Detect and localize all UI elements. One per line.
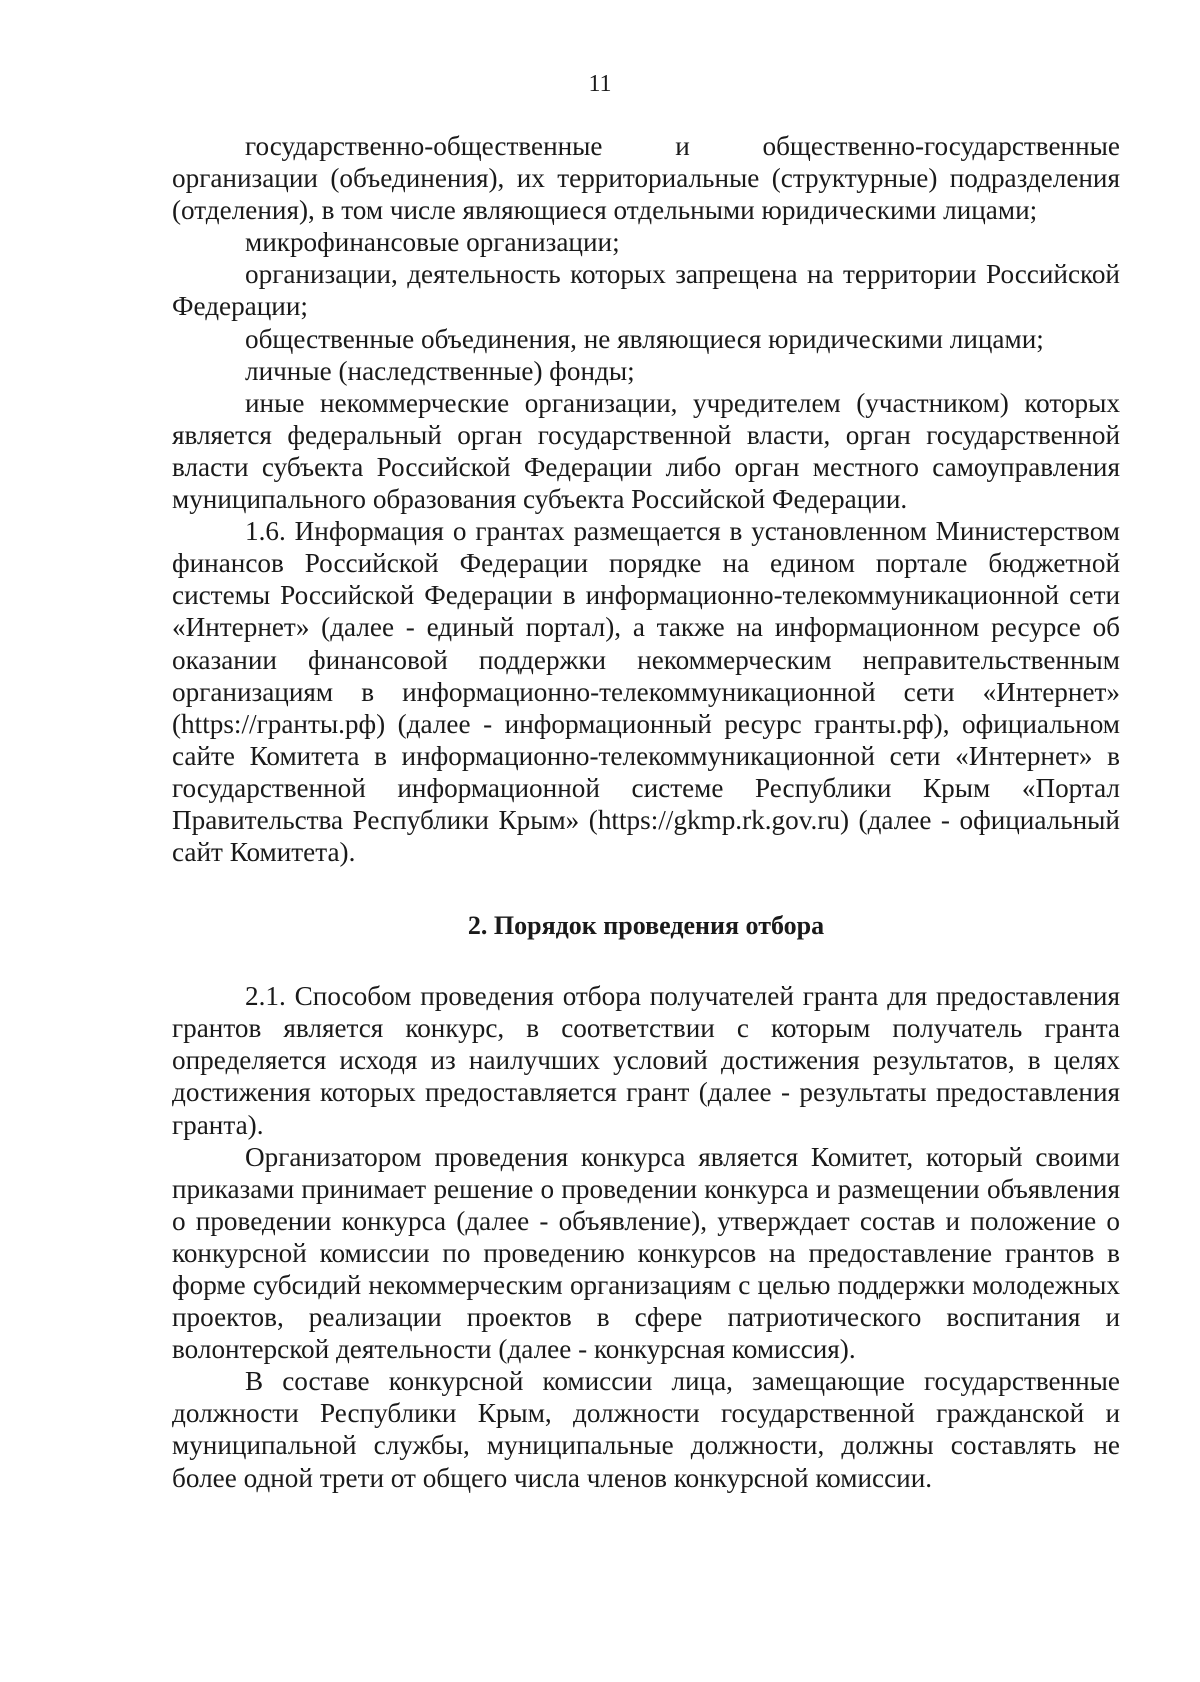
paragraph-1-6-grant-information: 1.6. Информация о грантах размещается в установленном Министерством финансов Российской Федерации порядке на едином портале бюджетной системы Российской Федерации в информационно-телекоммуникационной сети «Интернет» (далее - единый портал), а также на информационном ресурсе об оказании финансовой поддержки некоммерческим неправительственным организациям в информационно-телекоммуникационной сети «Интернет» (https://гранты.рф) (далее - информационный ресурс гранты.рф), официальном сайте Комитета в информационно-телекоммуникационной сети «Интернет» в государственной информационной системе Республики Крым «Портал Правительства Республики Крым» (https://gkmp.rk.gov.ru) (далее - официальный сайт Комитета). bbox=[172, 516, 1120, 868]
paragraph-microfinance: микрофинансовые организации; bbox=[245, 227, 620, 258]
paragraph-prohibited-organizations: организации, деятельность которых запрещена на территории Российской Федерации; bbox=[172, 259, 1120, 322]
paragraph-organizer: Организатором проведения конкурса является Комитет, который своими приказами принимает решение о проведении конкурса и размещении объявления о проведении конкурса (далее - объявление), утверждает состав и положение о конкурсной комиссии по проведению конкурсов на предоставление грантов в форме субсидий некоммерческим организациям с целью поддержки молодежных проектов, реализации проектов в сфере патриотического воспитания и волонтерской деятельности (далее - конкурсная комиссия). bbox=[172, 1141, 1120, 1365]
paragraph-commission-composition: В составе конкурсной комиссии лица, замещающие государственные должности Республики Крым, должности государственной гражданской и муниципальной службы, муниципальные должности, должны составлять не более одной трети от общего числа членов конкурсной комиссии. bbox=[172, 1366, 1120, 1493]
page-number: 11 bbox=[588, 71, 612, 97]
paragraph-2-1-selection-method: 2.1. Способом проведения отбора получателей гранта для предоставления грантов является конкурс, в соответствии с которым получатель гранта определяется исходя из наилучших условий достижения результатов, в целях достижения которых предоставляется грант (далее - результаты предоставления гранта). bbox=[172, 981, 1120, 1140]
paragraph-public-associations: общественные объединения, не являющиеся юридическими лицами; bbox=[245, 323, 1044, 354]
paragraph-public-state-organizations: государственно-общественные и общественно-государственные организации (объединения), их территориальные (структурные) подразделения (отделения), в том числе являющиеся отдельными юридическими лицами; bbox=[172, 131, 1120, 226]
document-body bbox=[172, 130, 1120, 1494]
paragraph-other-nonprofits: иные некоммерческие организации, учредителем (участником) которых является федеральный орган государственной власти, орган государственной власти субъекта Российской Федерации либо орган местного самоуправления муниципального образования субъекта Российской Федерации. bbox=[172, 387, 1120, 515]
section-heading: 2. Порядок проведения отбора bbox=[467, 911, 825, 941]
paragraph-personal-funds: личные (наследственные) фонды; bbox=[245, 355, 635, 386]
